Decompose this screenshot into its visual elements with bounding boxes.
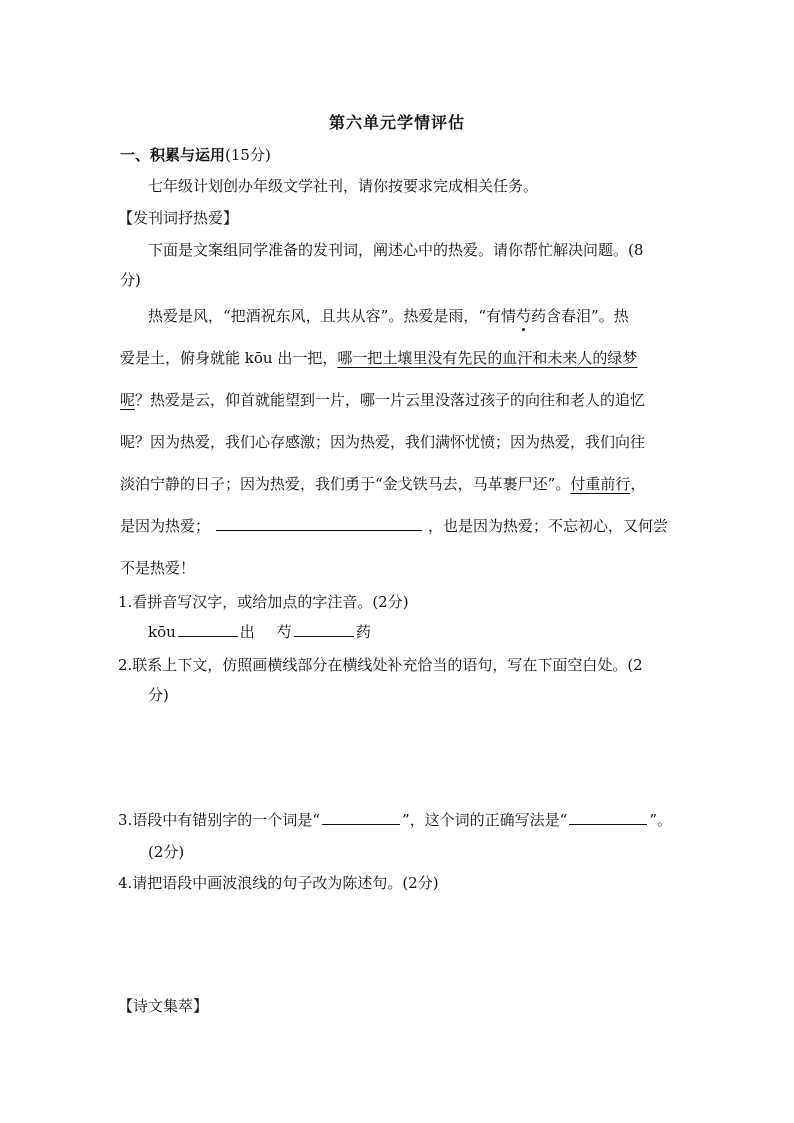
question-3-line1 xyxy=(118,810,672,830)
underlined-sentence-end: 呢 xyxy=(120,391,136,409)
passage-line-7: 不是热爱！ xyxy=(120,559,196,577)
task-instruction-line2: 分) xyxy=(120,271,141,289)
passage-text: 热爱是风，“把酒祝东风，且共从容”。热爱是雨，“有情 xyxy=(148,307,517,325)
question-text: 3.语段中有错别字的一个词是“ xyxy=(118,811,320,829)
passage-line-3 xyxy=(120,390,645,410)
answer-blank[interactable] xyxy=(178,622,238,637)
passage-line-2 xyxy=(120,348,637,368)
question-1: 1.看拼音写汉字，或给加点的字注音。(2分) xyxy=(118,593,409,611)
passage-line-4: 呢？因为热爱，我们心存感激；因为热爱，我们满怀忧愤；因为热爱，我们向往 xyxy=(120,433,646,451)
dotted-character: 芍 xyxy=(516,307,532,325)
passage-text: ？热爱是云，仰首就能望到一片，哪一片云里没落过孩子的向往和老人的追忆 xyxy=(135,391,646,409)
section-heading xyxy=(120,145,271,165)
passage-text: 淡泊宁静的日子；因为热爱，我们勇于“金戈铁马去，马革裹尸还”。 xyxy=(120,475,571,493)
intro-text: 七年级计划创办年级文学社刊，请你按要求完成相关任务。 xyxy=(148,177,539,195)
passage-line-1 xyxy=(148,306,629,326)
question-1-items xyxy=(148,622,371,642)
passage-text: 爱是土，俯身就能 kōu 出一把， xyxy=(120,349,338,367)
pinyin-prompt: kōu xyxy=(148,623,176,641)
section-heading-label: 一、积累与运用 xyxy=(120,146,226,164)
answer-blank[interactable] xyxy=(322,810,400,825)
passage-text: 是因为热爱； xyxy=(120,517,211,535)
passage-line-5 xyxy=(120,474,645,494)
question-2-line2: 分) xyxy=(148,686,169,704)
answer-blank[interactable] xyxy=(294,622,354,637)
character-prompt: 芍 xyxy=(276,623,292,641)
fill-blank[interactable] xyxy=(216,516,422,531)
question-4: 4.请把语段中画波浪线的句子改为陈述句。(2分) xyxy=(118,874,439,892)
passage-text: ， xyxy=(630,475,646,493)
passage-line-6 xyxy=(120,516,668,536)
subsection-heading-2: 【诗文集萃】 xyxy=(118,997,209,1015)
answer-blank[interactable] xyxy=(569,810,647,825)
question-text: ”，这个词的正确写法是“ xyxy=(401,811,568,829)
question-3-line2: (2分) xyxy=(148,843,185,861)
task-instruction-line1: 下面是文案组同学准备的发刊词，阐述心中的热爱。请你帮忙解决问题。(8 xyxy=(148,241,644,259)
character-suffix: 药 xyxy=(355,623,371,641)
subsection-heading-1: 【发刊词抒热爱】 xyxy=(118,209,239,227)
section-points: (15分) xyxy=(225,146,271,164)
underlined-word: 付重前行 xyxy=(570,475,631,493)
question-2-line1: 2.联系上下文，仿照画横线部分在横线处补充恰当的语句，写在下面空白处。(2 xyxy=(118,656,643,674)
question-text: ”。 xyxy=(649,811,672,829)
underlined-sentence: 哪一把土壤里没有先民的血汗和未来人的绿梦 xyxy=(337,349,638,367)
character-suffix: 出 xyxy=(239,623,255,641)
passage-text: ，也是因为热爱；不忘初心，又何尝 xyxy=(428,517,669,535)
page-title: 第六单元学情评估 xyxy=(328,113,465,132)
passage-text: 药含春泪”。热 xyxy=(531,307,629,325)
